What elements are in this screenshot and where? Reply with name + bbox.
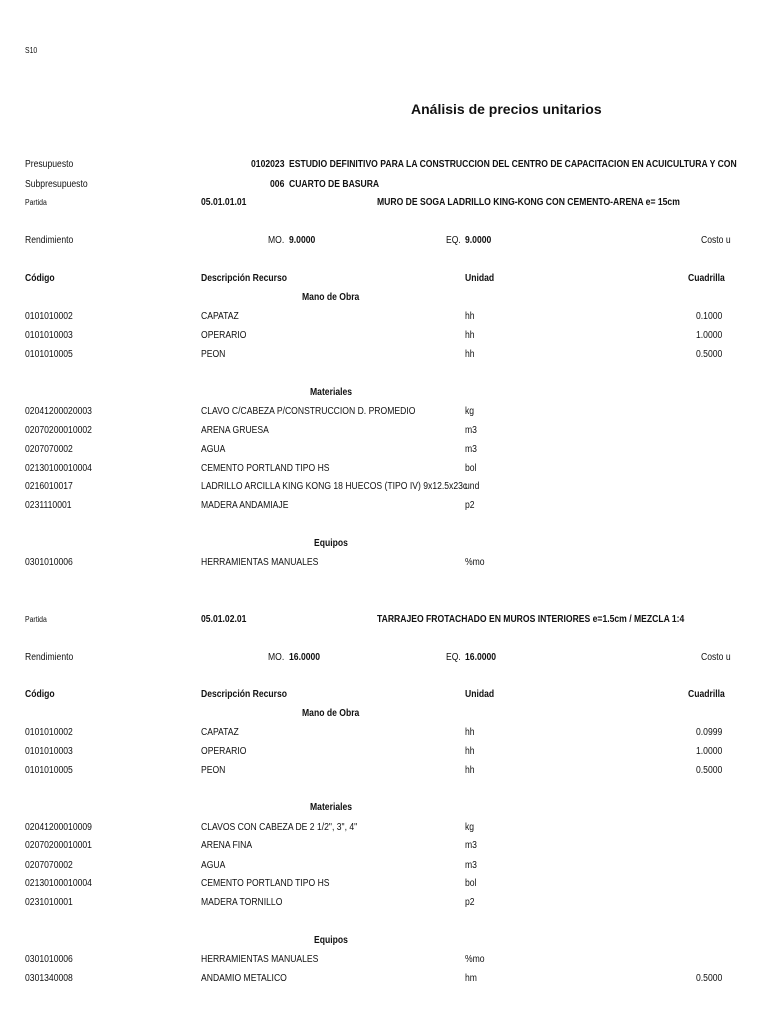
row-code: 0101010003 — [25, 330, 73, 341]
eq-label: EQ. — [446, 235, 461, 246]
row-unit: kg — [465, 822, 475, 833]
section-heading-materiales: Materiales — [310, 387, 353, 398]
subpresupuesto-description: CUARTO DE BASURA — [289, 179, 380, 190]
row-description: CAPATAZ — [201, 311, 239, 322]
row-code: 0101010002 — [25, 727, 73, 738]
column-header-unidad: Unidad — [465, 273, 495, 284]
row-description: CEMENTO PORTLAND TIPO HS — [201, 463, 330, 474]
presupuesto-code: 0102023 — [251, 159, 285, 170]
section-heading-mano-obra: Mano de Obra — [302, 292, 360, 303]
row-description: MADERA TORNILLO — [201, 897, 283, 908]
row-unit: m3 — [465, 425, 477, 436]
row-description: AGUA — [201, 860, 226, 871]
row-code: 0301340008 — [25, 973, 73, 984]
row-cuadrilla: 0.5000 — [696, 973, 723, 984]
subpresupuesto-label: Subpresupuesto — [25, 179, 88, 190]
mo-label: MO. — [268, 235, 285, 246]
row-unit: hh — [465, 746, 475, 757]
row-unit: m3 — [465, 840, 477, 851]
eq-value: 9.0000 — [465, 235, 492, 246]
row-unit: p2 — [465, 500, 475, 511]
partida-label: Partida — [25, 615, 47, 624]
row-code: 02041200020003 — [25, 406, 92, 417]
row-unit: bol — [465, 878, 477, 889]
row-code: 02070200010001 — [25, 840, 92, 851]
costo-label: Costo u — [701, 235, 731, 246]
presupuesto-label: Presupuesto — [25, 159, 74, 170]
row-description: PEON — [201, 349, 226, 360]
row-description: OPERARIO — [201, 330, 247, 341]
row-code: 0301010006 — [25, 954, 73, 965]
row-cuadrilla: 1.0000 — [696, 330, 723, 341]
row-cuadrilla: 0.5000 — [696, 349, 723, 360]
row-code: 02070200010002 — [25, 425, 92, 436]
column-header-codigo: Código — [25, 273, 55, 284]
row-unit: m3 — [465, 444, 477, 455]
mo-label: MO. — [268, 652, 285, 663]
row-unit: bol — [465, 463, 477, 474]
rendimiento-label: Rendimiento — [25, 235, 74, 246]
row-code: 0301010006 — [25, 557, 73, 568]
row-unit: p2 — [465, 897, 475, 908]
row-unit: hh — [465, 765, 475, 776]
row-unit: und — [465, 481, 480, 492]
row-code: 02130100010004 — [25, 878, 92, 889]
row-description: OPERARIO — [201, 746, 247, 757]
row-unit: hh — [465, 349, 475, 360]
row-description: MADERA ANDAMIAJE — [201, 500, 289, 511]
partida-code: 05.01.02.01 — [201, 614, 247, 625]
row-description: ANDAMIO METALICO — [201, 973, 287, 984]
row-unit: %mo — [465, 557, 485, 568]
row-description: LADRILLO ARCILLA KING KONG 18 HUECOS (TIPO IV) 9x12.5x23c — [201, 481, 468, 492]
row-cuadrilla: 0.5000 — [696, 765, 723, 776]
row-unit: kg — [465, 406, 475, 417]
mo-value: 9.0000 — [289, 235, 316, 246]
row-unit: hm — [465, 973, 477, 984]
row-code: 0216010017 — [25, 481, 73, 492]
row-description: CEMENTO PORTLAND TIPO HS — [201, 878, 330, 889]
row-unit: m3 — [465, 860, 477, 871]
row-code: 0231110001 — [25, 500, 72, 511]
row-description: CLAVOS CON CABEZA DE 2 1/2", 3", 4" — [201, 822, 358, 833]
s10-logo-text: S10 — [25, 46, 38, 55]
row-code: 0101010005 — [25, 765, 73, 776]
rendimiento-label: Rendimiento — [25, 652, 74, 663]
row-description: HERRAMIENTAS MANUALES — [201, 954, 319, 965]
partida-code: 05.01.01.01 — [201, 197, 247, 208]
partida-label: Partida — [25, 198, 47, 207]
row-description: CLAVO C/CABEZA P/CONSTRUCCION D. PROMEDIO — [201, 406, 416, 417]
row-code: 0101010003 — [25, 746, 73, 757]
section-heading-materiales: Materiales — [310, 802, 353, 813]
presupuesto-description: ESTUDIO DEFINITIVO PARA LA CONSTRUCCION DEL CENTRO DE CAPACITACION EN ACUICULTURA Y CON — [289, 159, 737, 170]
row-code: 0207070002 — [25, 444, 73, 455]
row-unit: %mo — [465, 954, 485, 965]
section-heading-equipos: Equipos — [314, 538, 348, 549]
row-code: 02130100010004 — [25, 463, 92, 474]
row-description: CAPATAZ — [201, 727, 239, 738]
eq-label: EQ. — [446, 652, 461, 663]
column-header-cuadrilla: Cuadrilla — [688, 273, 725, 284]
row-description: PEON — [201, 765, 226, 776]
row-unit: hh — [465, 330, 475, 341]
row-code: 0207070002 — [25, 860, 73, 871]
row-code: 0101010005 — [25, 349, 73, 360]
row-code: 0101010002 — [25, 311, 73, 322]
row-cuadrilla: 0.0999 — [696, 727, 723, 738]
eq-value: 16.0000 — [465, 652, 497, 663]
row-description: ARENA FINA — [201, 840, 253, 851]
section-heading-equipos: Equipos — [314, 935, 348, 946]
row-code: 0231010001 — [25, 897, 73, 908]
column-header-codigo: Código — [25, 689, 55, 700]
row-description: AGUA — [201, 444, 226, 455]
column-header-cuadrilla: Cuadrilla — [688, 689, 725, 700]
row-cuadrilla: 0.1000 — [696, 311, 723, 322]
partida-description: TARRAJEO FROTACHADO EN MUROS INTERIORES e=1.5cm / MEZCLA 1:4 — [377, 614, 685, 625]
row-code: 02041200010009 — [25, 822, 92, 833]
mo-value: 16.0000 — [289, 652, 321, 663]
partida-description: MURO DE SOGA LADRILLO KING-KONG CON CEMENTO-ARENA e= 15cm — [377, 197, 680, 208]
subpresupuesto-code: 006 — [270, 179, 285, 190]
row-unit: hh — [465, 727, 475, 738]
column-header-unidad: Unidad — [465, 689, 495, 700]
row-unit: hh — [465, 311, 475, 322]
column-header-descripcion: Descripción Recurso — [201, 689, 288, 700]
costo-label: Costo u — [701, 652, 731, 663]
page-title: Análisis de precios unitarios — [411, 101, 602, 117]
row-description: HERRAMIENTAS MANUALES — [201, 557, 319, 568]
column-header-descripcion: Descripción Recurso — [201, 273, 288, 284]
section-heading-mano-obra: Mano de Obra — [302, 708, 360, 719]
row-cuadrilla: 1.0000 — [696, 746, 723, 757]
row-description: ARENA GRUESA — [201, 425, 269, 436]
